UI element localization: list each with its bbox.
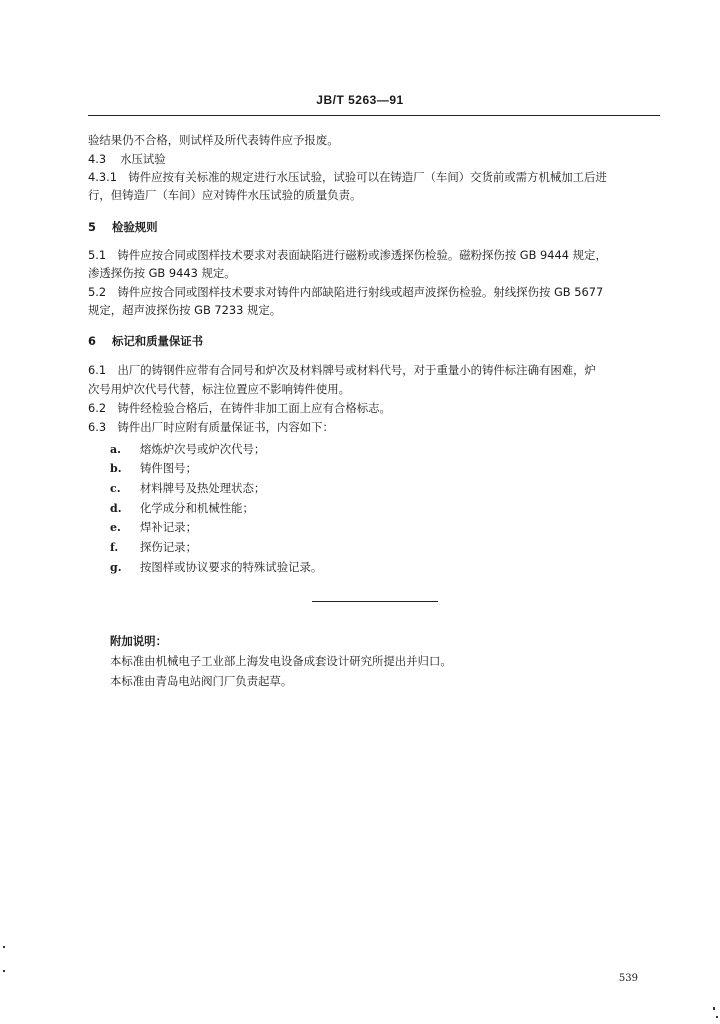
list-item-label: d. — [110, 502, 122, 515]
scan-speck — [713, 1007, 715, 1010]
scan-speck — [3, 946, 5, 948]
clause-4-3-1-line-1: 4.3.1 铸件应按有关标准的规定进行水压试验，试验可以在铸造厂（车间）交货前或需方机械加工后进 — [88, 170, 607, 184]
end-of-standard-rule — [312, 601, 438, 602]
clause-6-3: 6.3 铸件出厂时应附有质量保证书，内容如下： — [88, 420, 334, 434]
list-item-text: 探伤记录； — [140, 540, 197, 554]
list-item-text: 按图样或协议要求的特殊试验记录。 — [140, 560, 323, 574]
appendix-line-2: 本标准由青岛电站阀门厂负责起草。 — [110, 674, 293, 688]
clause-5-2-line-2: 规定，超声波探伤按 GB 7233 规定。 — [88, 303, 282, 317]
clause-6-1-line-2: 次号用炉次代号代替，标注位置应不影响铸件使用。 — [88, 382, 350, 396]
list-item — [110, 477, 265, 496]
list-item-label: b. — [110, 462, 122, 475]
section-number: 4.3 — [88, 152, 107, 166]
section-number: 6 — [88, 334, 96, 348]
section-number: 5 — [88, 220, 96, 234]
clause-5-1-line-2: 渗透探伤按 GB 9443 规定。 — [88, 266, 236, 280]
clause-4-3-1-line-2: 行，但铸造厂（车间）应对铸件水压试验的质量负责。 — [88, 188, 362, 202]
list-item-text: 化学成分和机械性能； — [140, 501, 254, 515]
scan-speck — [716, 1016, 718, 1018]
section-6-heading — [88, 333, 203, 349]
clause-5-1-line-1: 5.1 铸件应按合同或图样技术要求对表面缺陷进行磁粉或渗透探伤检验。磁粉探伤按 GB 9444 规定， — [88, 248, 607, 262]
list-item-text: 熔炼炉次号或炉次代号； — [140, 442, 266, 456]
clause-6-2: 6.2 铸件经检验合格后，在铸件非加工面上应有合格标志。 — [88, 401, 391, 415]
appendix-title: 附加说明： — [110, 634, 167, 648]
list-item — [110, 438, 265, 457]
appendix-line-1: 本标准由机械电子工业部上海发电设备成套设计研究所提出并归口。 — [110, 654, 452, 668]
list-item — [110, 516, 197, 535]
list-item-label: e. — [110, 521, 121, 534]
list-item — [110, 556, 322, 575]
clause-5-2-line-1: 5.2 铸件应按合同或图样技术要求对铸件内部缺陷进行射线或超声波探伤检验。射线探伤按 GB 5677 — [88, 285, 604, 299]
list-item-text: 焊补记录； — [140, 520, 197, 534]
list-item-text: 铸件图号； — [140, 461, 197, 475]
list-item — [110, 497, 254, 516]
continuation-line: 验结果仍不合格，则试样及所代表铸件应予报废。 — [88, 133, 339, 147]
section-4-3-heading — [88, 151, 166, 167]
header-rule — [88, 115, 660, 116]
section-title: 水压试验 — [120, 152, 166, 166]
list-item-label: c. — [110, 482, 121, 495]
list-item-label: g. — [110, 561, 122, 574]
section-title: 检验规则 — [111, 220, 158, 234]
list-item — [110, 457, 197, 476]
list-item — [110, 536, 197, 555]
page-number: 539 — [618, 973, 638, 984]
clause-6-1-line-1: 6.1 出厂的铸钢件应带有合同号和炉次及材料牌号或材料代号，对于重量小的铸件标注确有困难，炉 — [88, 363, 596, 377]
list-item-label: f. — [110, 541, 119, 554]
list-item-label: a. — [110, 443, 121, 456]
document-code-header: JB/T 5263—91 — [316, 93, 404, 107]
scan-speck — [3, 970, 5, 972]
section-5-heading — [88, 219, 158, 235]
section-title: 标记和质量保证书 — [111, 334, 204, 348]
list-item-text: 材料牌号及热处理状态； — [140, 481, 266, 495]
